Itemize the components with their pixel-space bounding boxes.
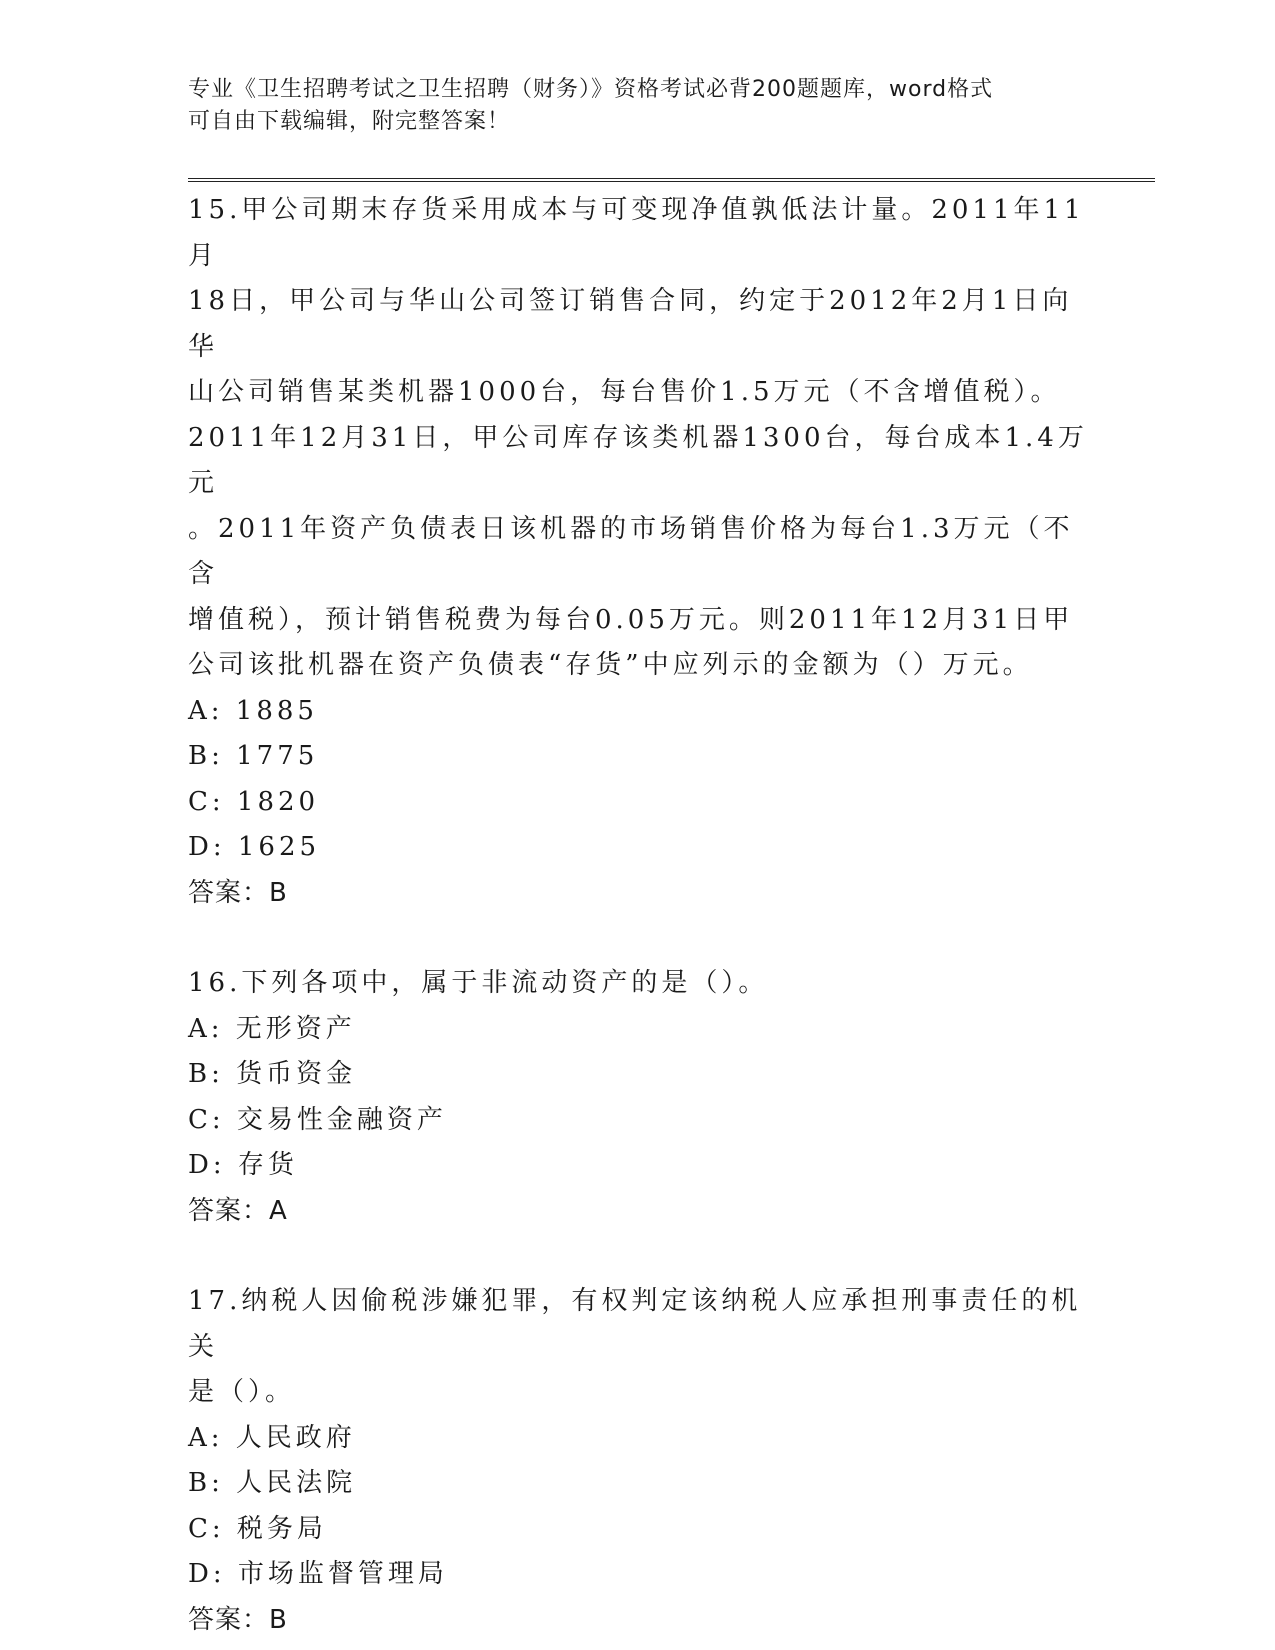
question-text-line: 。2011年资产负债表日该机器的市场销售价格为每台1.3万元（不含 bbox=[188, 513, 1074, 589]
question-text-line: 16.下列各项中，属于非流动资产的是（）。 bbox=[188, 968, 769, 998]
option-d: D: 存货 bbox=[188, 1150, 298, 1180]
option-b: B: 货币资金 bbox=[188, 1059, 357, 1089]
option-b: B: 1775 bbox=[188, 741, 319, 771]
answer-label: 答案：B bbox=[188, 1604, 288, 1635]
question-text-line: 增值税），预计销售税费为每台0.05万元。则2011年12月31日甲 bbox=[188, 604, 1074, 635]
page-header bbox=[188, 74, 1068, 138]
header-line-1: 专业《卫生招聘考试之卫生招聘（财务）》资格考试必背200题题库，word格式 bbox=[188, 77, 994, 102]
question-15 bbox=[188, 188, 1088, 916]
option-a: A: 人民政府 bbox=[188, 1422, 356, 1453]
option-a: A: 无形资产 bbox=[188, 1013, 356, 1044]
answer-label: 答案：B bbox=[188, 877, 288, 908]
option-d: D: 1625 bbox=[188, 832, 321, 862]
question-text-line: 山公司销售某类机器1000台，每台售价1.5万元（不含增值税）。 bbox=[188, 377, 1061, 407]
answer-label: 答案：A bbox=[188, 1195, 288, 1226]
question-16 bbox=[188, 961, 1088, 1234]
option-b: B: 人民法院 bbox=[188, 1468, 357, 1498]
question-list bbox=[188, 188, 1088, 1643]
header-line-2: 可自由下载编辑，附完整答案！ bbox=[188, 109, 511, 134]
question-text-line: 17.纳税人因偷税涉嫌犯罪，有权判定该纳税人应承担刑事责任的机关 bbox=[188, 1286, 1082, 1362]
question-text-line: 15.甲公司期末存货采用成本与可变现净值孰低法计量。2011年11月 bbox=[188, 195, 1085, 271]
question-text-line: 是（）。 bbox=[188, 1377, 296, 1407]
option-c: C: 1820 bbox=[188, 786, 320, 817]
option-d: D: 市场监督管理局 bbox=[188, 1559, 448, 1589]
question-text-line: 2011年12月31日，甲公司库存该类机器1300台，每台成本1.4万元 bbox=[188, 422, 1088, 498]
question-text-line: 18日，甲公司与华山公司签订销售合同，约定于2012年2月1日向华 bbox=[188, 286, 1073, 362]
header-divider bbox=[188, 178, 1155, 182]
question-17 bbox=[188, 1279, 1088, 1643]
option-c: C: 交易性金融资产 bbox=[188, 1104, 447, 1135]
option-c: C: 税务局 bbox=[188, 1513, 327, 1544]
option-a: A: 1885 bbox=[188, 695, 318, 726]
question-text-line: 公司该批机器在资产负债表“存货”中应列示的金额为（）万元。 bbox=[188, 650, 1033, 680]
